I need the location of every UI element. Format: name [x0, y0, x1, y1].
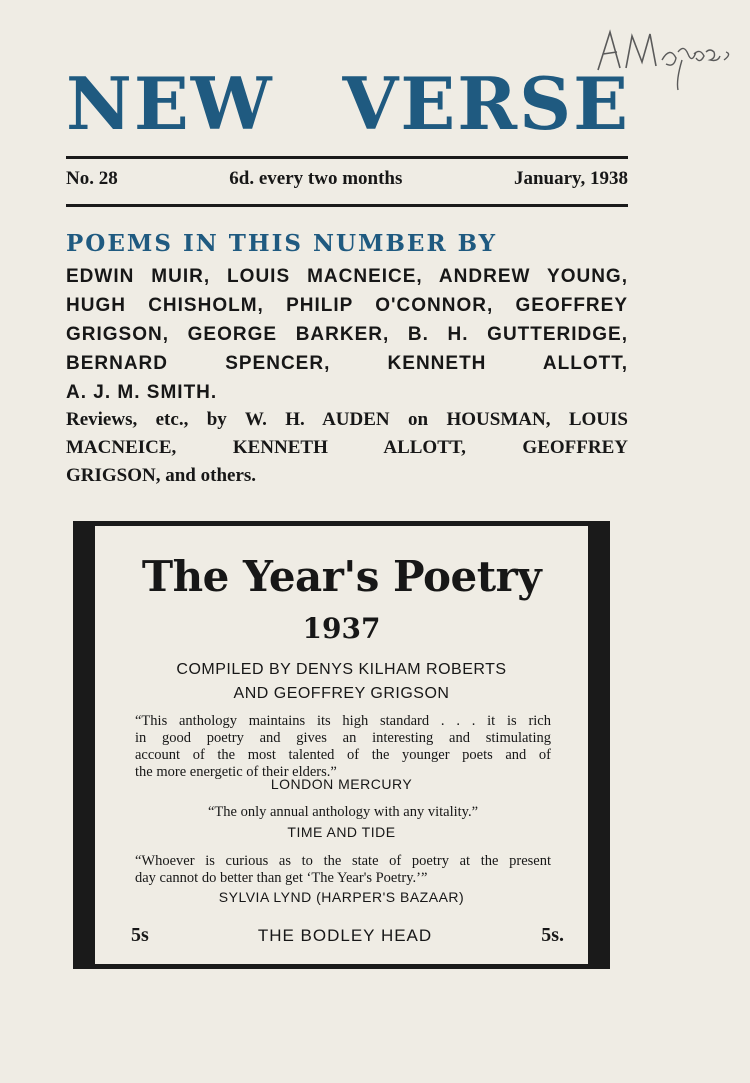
ad-footer — [131, 924, 564, 947]
issue-price: 6d. every two months — [229, 168, 403, 189]
quote-line: account of the most talented of the younger poets and of — [135, 747, 551, 763]
reviews-line: GRIGSON, and others. — [66, 465, 257, 486]
masthead-rule-top — [66, 156, 628, 159]
issue-date: January, 1938 — [513, 168, 628, 189]
advertisement-panel — [95, 526, 588, 964]
issue-line — [66, 168, 628, 190]
quote-line: “Whoever is curious as to the state of poetry at the present — [135, 853, 551, 869]
contributors-line: EDWIN MUIR, LOUIS MACNEICE, ANDREW YOUNG, — [66, 266, 628, 287]
ad-compilers-line: AND GEOFFREY GRIGSON — [233, 685, 450, 702]
ad-compilers-line: COMPILED BY DENYS KILHAM ROBERTS — [176, 661, 507, 678]
reviews-line: Reviews, etc., by W. H. AUDEN on HOUSMAN, LOUIS — [66, 409, 628, 430]
ad-year: 1937 — [302, 612, 381, 645]
quote-line: “This anthology maintains its high standard . . . it is rich — [135, 713, 551, 729]
ad-publisher: THE BODLEY HEAD — [257, 926, 433, 945]
poems-heading: POEMS IN THIS NUMBER BY — [66, 230, 498, 257]
ad-attribution-3: SYLVIA LYND (HARPER'S BAZAAR) — [218, 889, 465, 905]
reviews-line: MACNEICE, KENNETH ALLOTT, GEOFFREY — [66, 437, 628, 458]
ad-quote-sylvia-lynd — [135, 853, 551, 887]
advertisement-box — [73, 521, 610, 969]
ad-quote-time-and-tide: “The only annual anthology with any vitality.” — [207, 804, 479, 820]
ad-title: The Year's Poetry — [141, 552, 542, 601]
ad-price-right: 5s. — [541, 924, 564, 946]
masthead-rule-bottom — [66, 204, 628, 207]
quote-line: day cannot do better than get ‘The Year's Poetry.’” — [135, 870, 428, 886]
ad-attribution-1: LONDON MERCURY — [270, 776, 413, 792]
contributors-list — [66, 262, 628, 407]
contributors-line: HUGH CHISHOLM, PHILIP O'CONNOR, GEOFFREY — [66, 295, 628, 316]
contributors-line: A. J. M. SMITH. — [66, 382, 218, 403]
ad-compilers — [95, 658, 588, 706]
ad-attribution-2: TIME AND TIDE — [287, 824, 396, 840]
reviews-paragraph — [66, 406, 628, 490]
quote-line: in good poetry and gives an interesting and stimulating — [135, 730, 551, 746]
ad-quote-london-mercury — [135, 713, 551, 781]
contributors-line: GRIGSON, GEORGE BARKER, B. H. GUTTERIDGE, — [66, 324, 628, 345]
masthead-title: NEW VERSE — [66, 61, 630, 146]
quote-line: the more energetic of their elders.” — [135, 764, 337, 780]
ad-price-left: 5s — [131, 924, 149, 946]
contributors-line: BERNARD SPENCER, KENNETH ALLOTT, — [66, 353, 628, 374]
issue-number: No. 28 — [66, 168, 118, 189]
